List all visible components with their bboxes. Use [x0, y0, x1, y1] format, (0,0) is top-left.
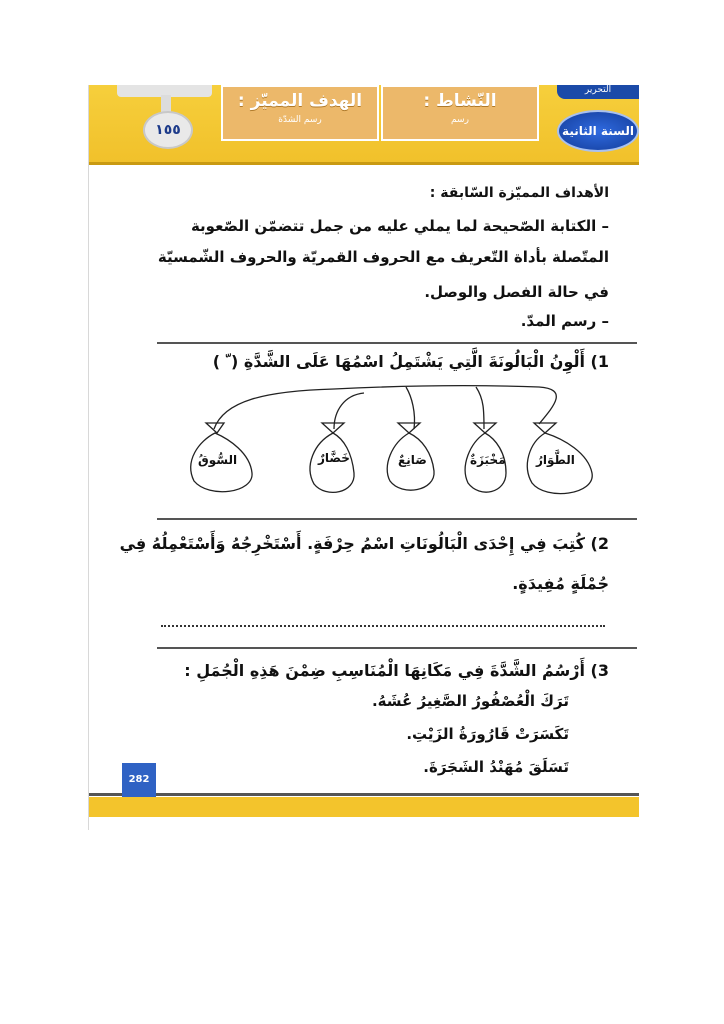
- balloon-label-1: الطَّوَارُ: [536, 453, 575, 467]
- question-2: 2) كُتِبَ فِي إِحْدَى الْبَالُونَاتِ اسْمُ حِرْفَةٍ. أَسْتَخْرِجُهُ وَأَسْتَعْمِلُهُ فِي: [119, 534, 609, 553]
- activity-title: النّشاط :: [423, 91, 497, 111]
- goal-title: الهدف المميّز :: [237, 91, 363, 111]
- sentence-2: تَكَسَرَتْ قَارُورَةُ الزَيْتِ.: [406, 725, 569, 743]
- question-1: 1) أَلْوِنُ الْبَالُونَةَ الَّتِي يَشْتَمِلُ اسْمُهَا عَلَى الشَّدَّةِ ( ّ ): [212, 352, 609, 371]
- balloon-label-2: مَخْبَزَةٌ: [470, 453, 506, 467]
- page-header: [89, 85, 639, 165]
- divider: [157, 342, 637, 344]
- goal-line-1: – الكتابة الصّحيحة لما يملي عليه من جمل تتضمّن الصّعوبة: [190, 217, 609, 235]
- goal-subtitle: رسم الشدّة: [278, 115, 322, 125]
- question-2-continued: جُمْلَةٍ مُفِيدَةٍ.: [512, 574, 609, 593]
- page-number-badge: ١٥٥: [143, 111, 193, 149]
- footer-page-number: 282: [122, 763, 156, 797]
- balloon-label-5: السُّوقُ: [198, 453, 238, 467]
- subject-tab: التحرير: [557, 85, 639, 99]
- question-3: 3) أَرْسُمُ الشَّدَّةَ فِي مَكَانِهَا الْمُنَاسِبِ ضِمْنَ هَذِهِ الْجُمَلِ :: [184, 661, 609, 680]
- balloon-label-3: صَانِعٌ: [398, 453, 427, 467]
- balloon-diagram: [184, 381, 614, 506]
- goals-title: الأهداف المميّزة السّابقة :: [429, 185, 609, 201]
- grade-badge: السنة الثانية: [557, 110, 639, 152]
- divider: [157, 518, 637, 520]
- footer-band: [89, 797, 639, 817]
- balloons-svg: [184, 381, 614, 506]
- workbook-page: [88, 85, 639, 830]
- balloon-label-4: خَضَّارٌ: [318, 451, 350, 465]
- answer-line: [161, 625, 605, 627]
- activity-box: [381, 85, 539, 141]
- goal-line-4: – رسم المدّ.: [520, 312, 609, 330]
- goal-box: [221, 85, 379, 141]
- activity-subtitle: رسم: [451, 115, 469, 125]
- footer-rule: [89, 793, 639, 796]
- divider: [157, 647, 637, 649]
- goal-line-3: في حالة الفصل والوصل.: [424, 283, 609, 301]
- sentence-3: تَسَلَقَ مُهَنْدُ الشَجَرَةَ.: [423, 758, 569, 776]
- goal-line-2: المتّصلة بأداة التّعريف مع الحروف القمريّة والحروف الشّمسيّة: [157, 248, 609, 266]
- sentence-1: تَرَكَ الْعُصْفُورُ الصَّغِيرُ عُشَهُ.: [371, 692, 569, 710]
